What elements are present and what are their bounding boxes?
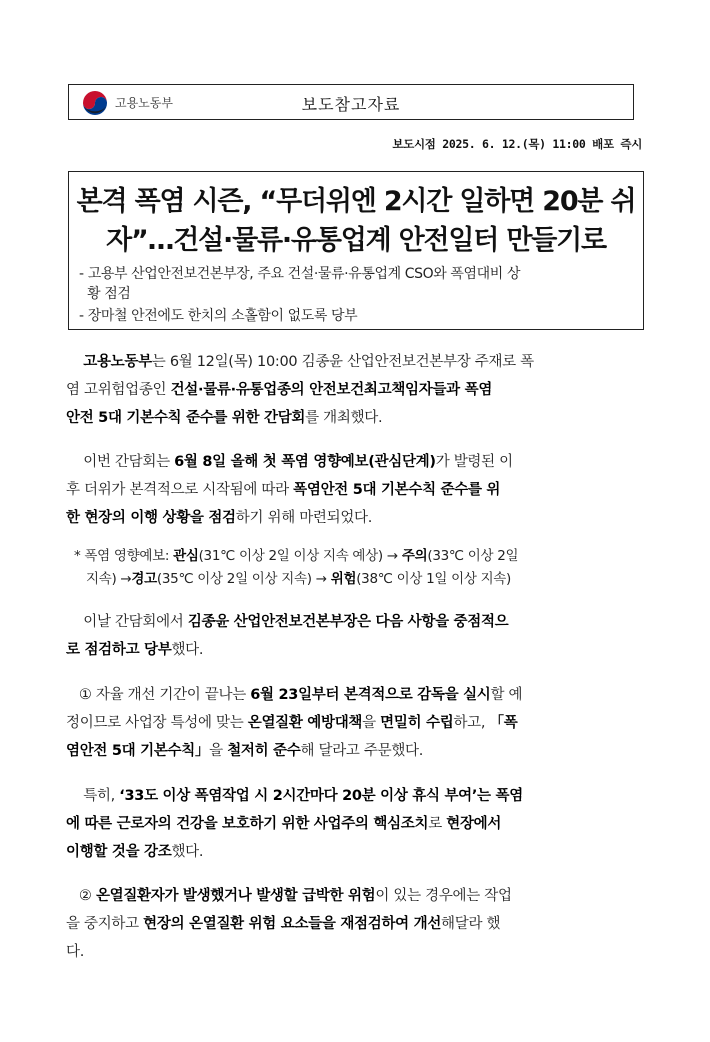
text: 하고, [453, 715, 490, 731]
bold-text: 안전 5대 기본수칙 준수를 위한 간담회 [66, 410, 306, 426]
p6-line-2 [66, 914, 500, 934]
bold-text: ‘33도 이상 폭염작업 시 2시간마다 20분 이상 휴식 부여’는 폭염 [119, 788, 523, 804]
release-time: 보도시점 2025. 6. 12.(목) 11:00 배포 즉시 [392, 137, 642, 151]
bold-text: 6월 8일 올해 첫 폭염 영향예보(관심단계) [174, 454, 436, 470]
text: ② [66, 888, 96, 904]
title-box [68, 171, 644, 330]
bold-text: 철저히 준수 [227, 743, 301, 759]
p4-line-3 [66, 741, 423, 761]
p1-line-2 [66, 380, 492, 400]
p2-line-3 [66, 508, 372, 528]
headline [69, 182, 643, 260]
text: 는 6월 12일(목) 10:00 김종윤 산업안전보건본부장 주재로 폭 [151, 354, 534, 370]
p4-line-2 [66, 713, 517, 733]
text [66, 354, 83, 370]
bold-text: 온열질환자가 발생했거나 발생할 급박한 위험 [95, 888, 376, 904]
text: 하기 위해 마련되었다. [235, 510, 373, 526]
p5-line-3 [66, 842, 203, 862]
text: 로 [428, 816, 447, 832]
text: (33℃ 이상 2일 [427, 548, 519, 564]
bold-text: 「폭 [489, 715, 518, 731]
p2-line-2 [66, 480, 500, 500]
bold-text: 염안전 5대 기본수칙」 [66, 743, 210, 759]
text: 이날 간담회에서 [66, 614, 188, 630]
bold-text: 현장에서 [446, 816, 502, 832]
bold-text: 6월 23일부터 본격적으로 감독을 실시 [250, 687, 491, 703]
p4-line-1 [66, 685, 522, 705]
p5-line-1 [66, 786, 523, 806]
headline-line-2: 자”…건설·물류·유통업계 안전일터 만들기로 [106, 225, 606, 256]
text: 이번 간담회는 [66, 454, 175, 470]
bold-text: 한 현장의 이행 상황을 점검 [66, 510, 236, 526]
p6-line-3 [66, 942, 84, 962]
p1-line-1 [66, 352, 534, 372]
p1-line-3 [66, 408, 382, 428]
text: * 폭염 영향예보: [66, 548, 174, 564]
text: 했다. [171, 642, 204, 658]
text: 후 더위가 본격적으로 시작됨에 따라 [66, 482, 294, 498]
header-box [68, 84, 634, 120]
text: (38℃ 이상 1일 이상 지속) [356, 571, 512, 587]
bold-text: 로 점검하고 당부 [66, 642, 172, 658]
document-type: 보도참고자료 [301, 95, 401, 114]
text: 가 발령된 이 [435, 454, 513, 470]
headline-line-1: 본격 폭염 시즌, “무더위엔 2시간 일하면 20분 쉬 [76, 186, 636, 217]
text: 이 있는 경우에는 작업 [375, 888, 512, 904]
text: (35℃ 이상 2일 이상 지속) → [156, 571, 331, 587]
bold-text: 에 따른 근로자의 건강을 보호하기 위한 사업주의 핵심조치 [66, 816, 429, 832]
bold-text: 위험 [330, 571, 357, 587]
text: 할 예 [490, 687, 523, 703]
text: 염 고위험업종인 [66, 382, 171, 398]
p3-line-1 [66, 612, 508, 632]
text: 을 중지하고 [66, 916, 144, 932]
text: 다. [66, 944, 85, 960]
bold-text: 고용노동부 [83, 354, 152, 370]
p3-line-2 [66, 640, 203, 660]
p6-line-1 [66, 886, 512, 906]
bold-text: 현장의 온열질환 위험 요소들을 재점검하여 개선 [143, 916, 442, 932]
bold-text: 건설·물류·유통업종의 안전보건최고책임자들과 폭염 [170, 382, 493, 398]
p2-line-1 [66, 452, 513, 472]
note-line-2 [66, 569, 511, 589]
text: 특히, [66, 788, 120, 804]
p5-line-2 [66, 814, 501, 834]
subtitle-1-line-1: - 고용부 산업안전보건본부장, 주요 건설·물류·유통업계 CSO와 폭염대비 상 [79, 266, 521, 282]
subtitle-2: - 장마철 안전에도 한치의 소홀함이 없도록 당부 [79, 308, 358, 324]
text: 해달라 했 [441, 916, 501, 932]
bold-text: 주의 [401, 548, 428, 564]
bold-text: 이행할 것을 강조 [66, 844, 172, 860]
text: 지속) → [66, 571, 132, 587]
text: ① 자율 개선 기간이 끝나는 [66, 687, 251, 703]
note-line-1 [66, 546, 518, 566]
bold-text: 김종윤 산업안전보건본부장은 다음 사항을 중점적으 [187, 614, 509, 630]
org-name: 고용노동부 [115, 96, 173, 110]
text: 를 개최했다. [305, 410, 383, 426]
bold-text: 폭염안전 5대 기본수칙 준수를 위 [293, 482, 501, 498]
bold-text: 경고 [131, 571, 157, 587]
subtitle-1-line-2: 황 점검 [79, 286, 131, 302]
text: 을 [209, 743, 228, 759]
text: 해 달라고 주문했다. [300, 743, 424, 759]
subtitle-1 [79, 264, 635, 304]
text: 했다. [171, 844, 204, 860]
text: (31℃ 이상 2일 이상 지속 예상) → [198, 548, 402, 564]
bold-text: 면밀히 수립 [380, 715, 454, 731]
text: 정이므로 사업장 특성에 맞는 [66, 715, 248, 731]
text: 을 [362, 715, 381, 731]
bold-text: 온열질환 예방대책 [247, 715, 363, 731]
bold-text: 관심 [173, 548, 199, 564]
